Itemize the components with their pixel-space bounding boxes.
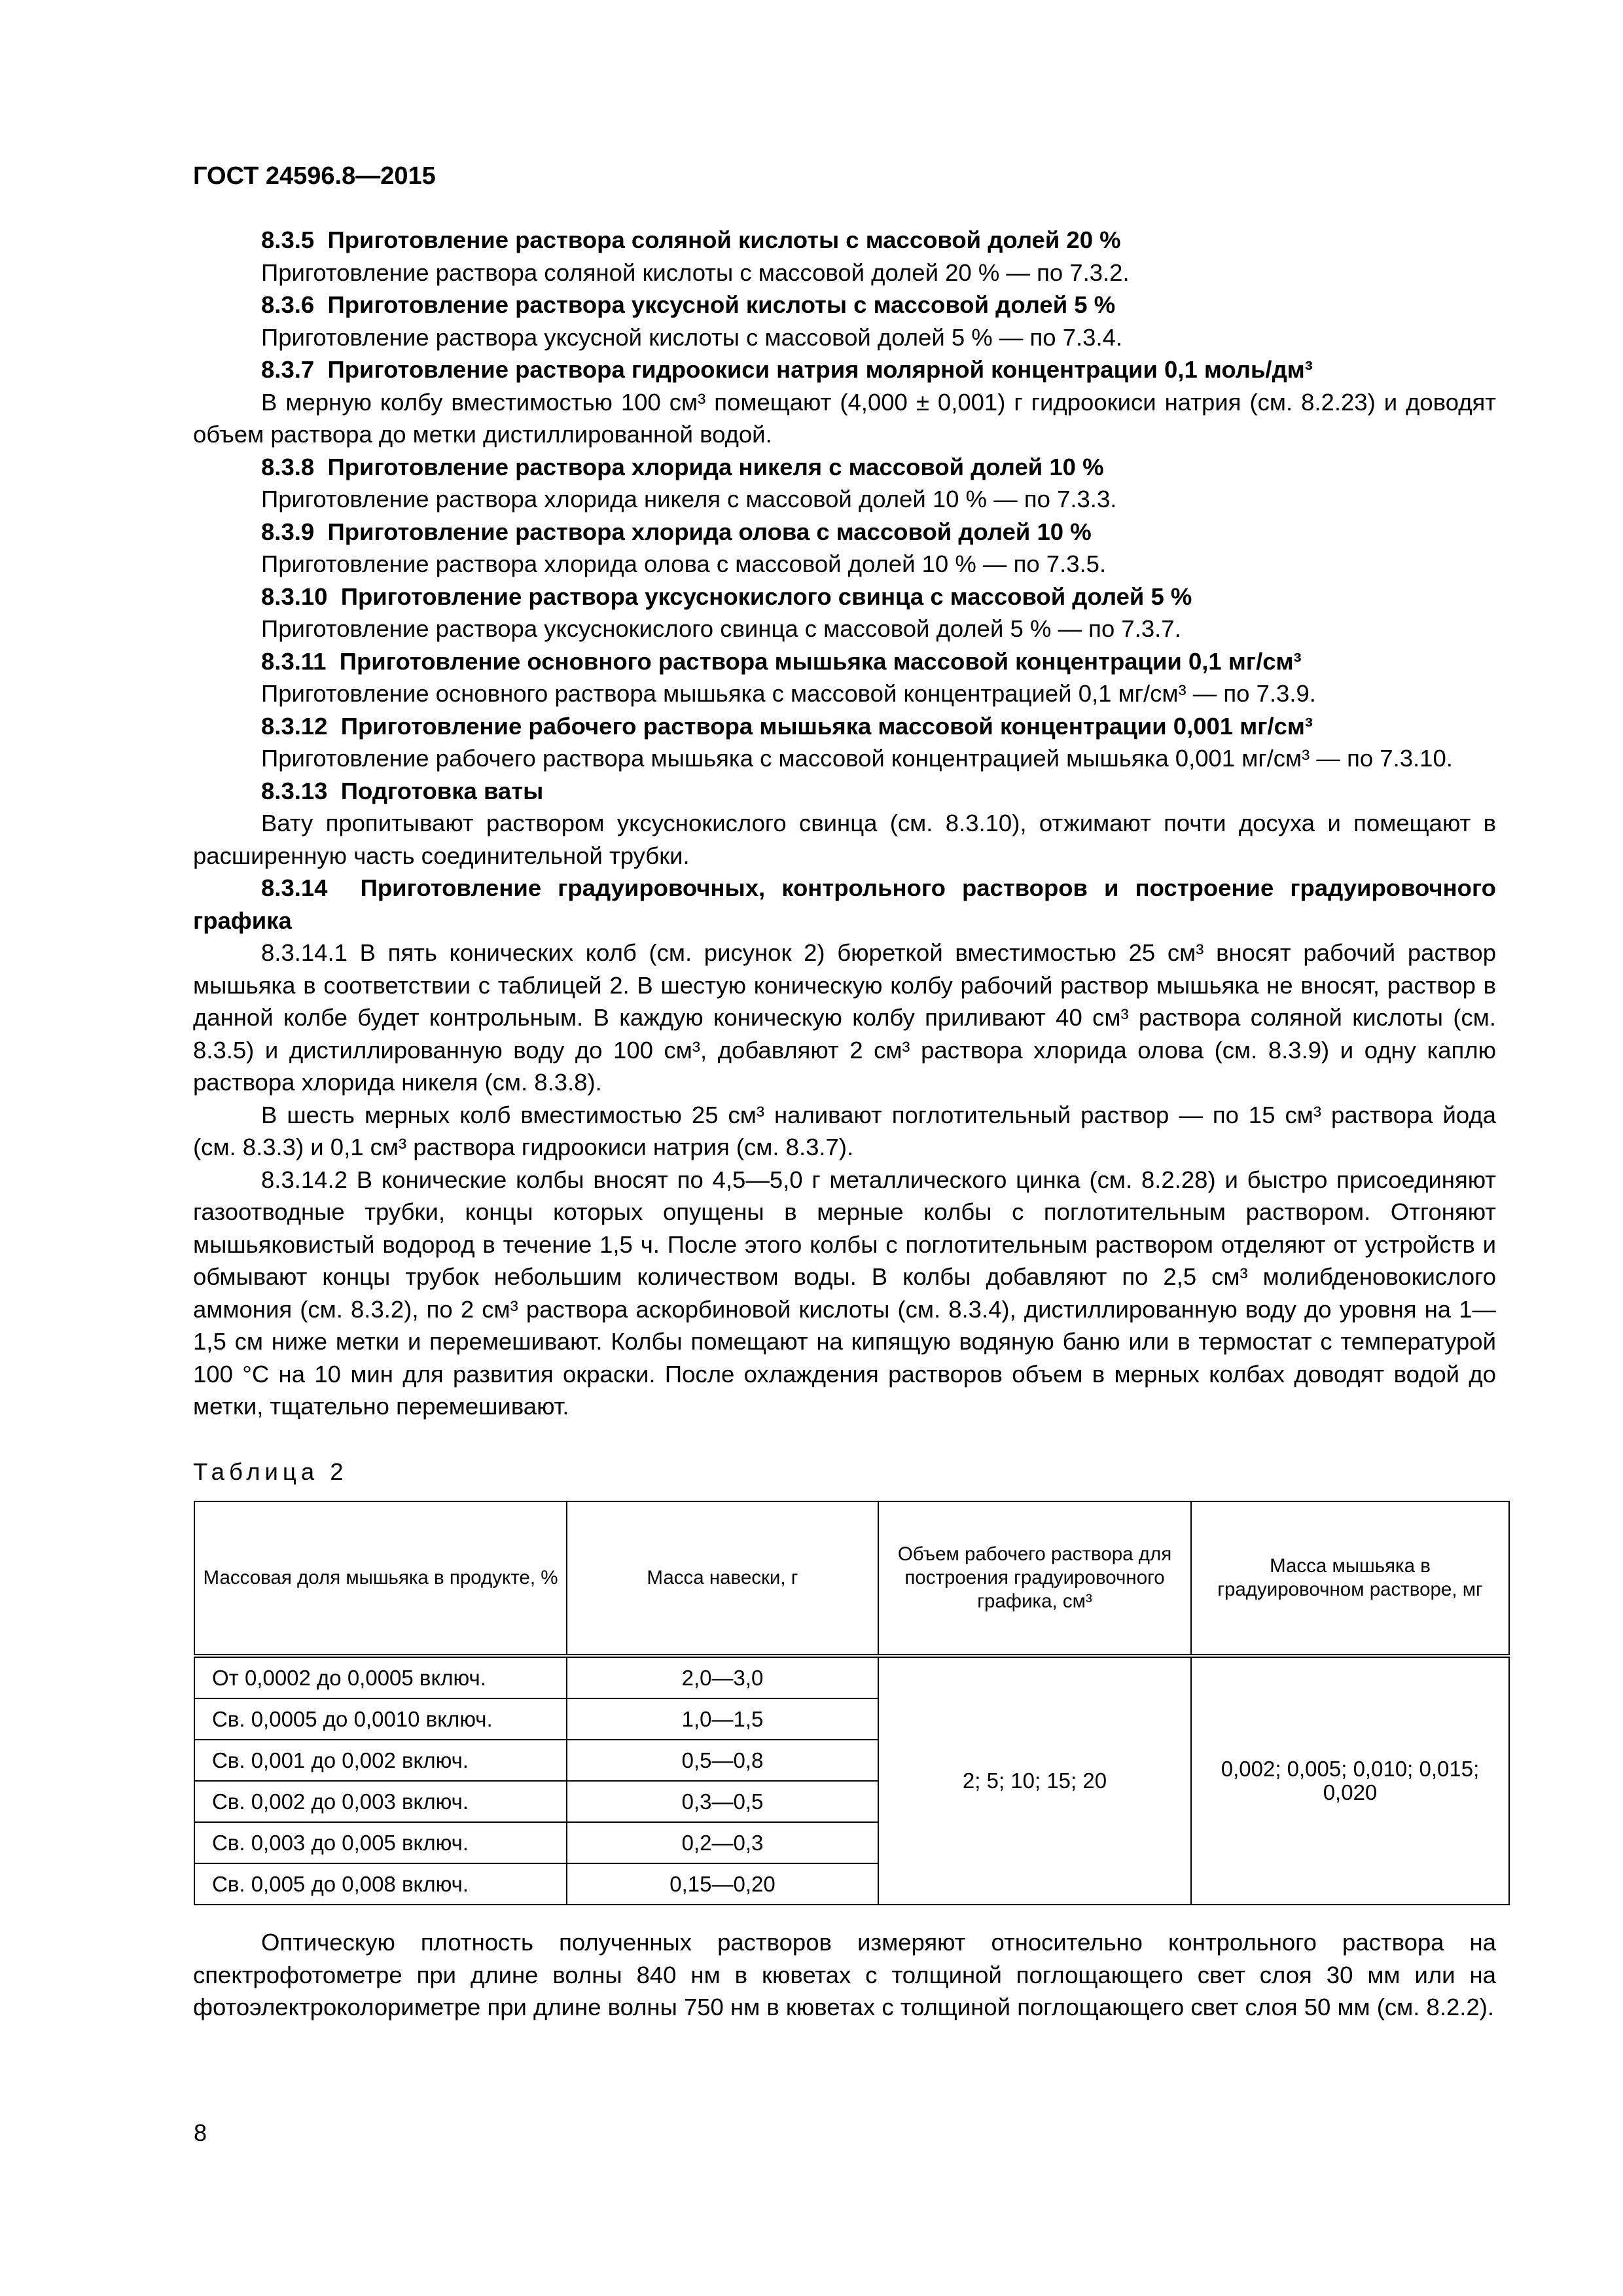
cell-mass: 1,0—1,5 [567, 1698, 878, 1740]
cell-arsenic-mass-merged: 0,002; 0,005; 0,010; 0,015; 0,020 [1191, 1656, 1509, 1905]
section-text-8-3-10: Приготовление раствора уксуснокислого свинца с массовой долей 5 % — по 7.3.7. [261, 615, 1181, 642]
section-text-8-3-6: Приготовление раствора уксусной кислоты с массовой долей 5 % — по 7.3.4. [261, 323, 1123, 351]
cell-fraction: Св. 0,002 до 0,003 включ. [194, 1781, 567, 1822]
section-heading-8-3-5: 8.3.5 Приготовление раствора соляной кислоты с массовой долей 20 % [261, 226, 1121, 253]
section-heading-8-3-12: 8.3.12 Приготовление рабочего раствора мышьяка массовой концентрации 0,001 мг/см³ [261, 712, 1313, 740]
header-arsenic-mass: Масса мышьяка в градуировочном растворе, мг [1191, 1501, 1509, 1656]
section-heading-8-3-9: 8.3.9 Приготовление раствора хлорида олова с массовой долей 10 % [261, 518, 1092, 545]
cell-mass: 2,0—3,0 [567, 1656, 878, 1698]
cell-fraction: Св. 0,001 до 0,002 включ. [194, 1740, 567, 1781]
header-sample-mass: Масса навески, г [567, 1501, 878, 1656]
section-heading-8-3-7: 8.3.7 Приготовление раствора гидроокиси натрия молярной концентрации 0,1 моль/дм³ [261, 356, 1313, 383]
cell-fraction: Св. 0,003 до 0,005 включ. [194, 1822, 567, 1863]
closing-paragraph: Оптическую плотность полученных растворов измеряют относительно контрольного раствора на спектрофотометре при длине волны 840 нм в кюветах с толщиной поглощающего свет слоя 30 мм или на фотоэлектроколориметре при длине волны 750 нм в кюветах с толщиной поглощающего свет слоя 50 мм (см. 8.2.2). [193, 1929, 1496, 2020]
section-heading-8-3-6: 8.3.6 Приготовление раствора уксусной кислоты с массовой долей 5 % [261, 291, 1116, 318]
paragraph-absorption-flasks: В шесть мерных колб вместимостью 25 см³ наливают поглотительный раствор — по 15 см³ раствора йода (см. 8.3.3) и 0,1 см³ раствора гидроокиси натрия (см. 8.3.7). [193, 1101, 1496, 1160]
section-heading-8-3-11: 8.3.11 Приготовление основного раствора мышьяка массовой концентрации 0,1 мг/см³ [261, 647, 1302, 675]
header-working-volume: Объем рабочего раствора для построения градуировочного графика, см³ [878, 1501, 1191, 1656]
cell-mass: 0,3—0,5 [567, 1781, 878, 1822]
cell-fraction: Св. 0,005 до 0,008 включ. [194, 1863, 567, 1905]
section-text-8-3-12: Приготовление рабочего раствора мышьяка с массовой концентрацией мышьяка 0,001 мг/см³ — по 7.3.10. [261, 745, 1453, 772]
paragraph-8-3-14-2: 8.3.14.2 В конические колбы вносят по 4,5—5,0 г металлического цинка (см. 8.2.28) и быстро присоединяют газоотводные трубки, концы которых опущены в мерные колбы с поглотительным раствором. Отгоняют мышьяковистый водород в течение 1,5 ч. После этого колбы с поглотительным раствором отделяют от устройств и обмывают концы трубок небольшим количеством воды. В колбы добавляют по 2,5 см³ молибденовокислого аммония (см. 8.3.2), по 2 см³ раствора аскорбиновой кислоты (см. 8.3.4), дистиллированную воду до уровня на 1—1,5 см ниже метки и перемешивают. Колбы помещают на кипящую водяную баню или в термостат с температурой 100 °С на 10 мин для развития окраски. После охлаждения растворов объем в мерных колбах доводят водой до метки, тщательно перемешивают. [193, 1166, 1496, 1420]
section-heading-8-3-14: 8.3.14 Приготовление градуировочных, контрольного растворов и построение градуировочного графика [193, 874, 1496, 934]
section-text-8-3-7: В мерную колбу вместимостью 100 см³ помещают (4,000 ± 0,001) г гидроокиси натрия (см. 8.2.23) и доводят объем раствора до метки дистиллированной водой. [193, 388, 1496, 448]
cell-mass: 0,15—0,20 [567, 1863, 878, 1905]
page-number: 8 [194, 2119, 207, 2146]
cell-mass: 0,5—0,8 [567, 1740, 878, 1781]
page-content [193, 224, 1496, 2024]
document-header: ГОСТ 24596.8—2015 [193, 162, 436, 190]
cell-fraction: От 0,0002 до 0,0005 включ. [194, 1656, 567, 1698]
table-2 [194, 1501, 1510, 1905]
section-text-8-3-8: Приготовление раствора хлорида никеля с массовой долей 10 % — по 7.3.3. [261, 486, 1117, 512]
header-fraction: Массовая доля мышьяка в продукте, % [194, 1501, 567, 1656]
cell-volume-merged: 2; 5; 10; 15; 20 [878, 1656, 1191, 1905]
paragraph-8-3-14-1: 8.3.14.1 В пять конических колб (см. рисунок 2) бюреткой вместимостью 25 см³ вносят рабочий раствор мышьяка в соответствии с таблицей 2. В шестую коническую колбу рабочий раствор мышьяка не вносят, раствор в данной колбе будет контрольным. В каждую коническую колбу приливают 40 см³ раствора соляной кислоты (см. 8.3.5) и дистиллированную воду до 100 см³, добавляют 2 см³ раствора хлорида олова (см. 8.3.9) и одну каплю раствора хлорида никеля (см. 8.3.8). [193, 939, 1496, 1096]
section-text-8-3-11: Приготовление основного раствора мышьяка с массовой концентрацией 0,1 мг/см³ — по 7.3.9. [261, 680, 1316, 707]
section-heading-8-3-13: 8.3.13 Подготовка ваты [261, 777, 544, 804]
section-text-8-3-13: Вату пропитывают раствором уксуснокислого свинца (см. 8.3.10), отжимают почти досуха и помещают в расширенную часть соединительной трубки. [193, 810, 1496, 869]
table-row [194, 1656, 1509, 1698]
section-heading-8-3-10: 8.3.10 Приготовление раствора уксуснокислого свинца с массовой долей 5 % [261, 583, 1192, 610]
cell-mass: 0,2—0,3 [567, 1822, 878, 1863]
section-text-8-3-5: Приготовление раствора соляной кислоты с массовой долей 20 % — по 7.3.2. [261, 259, 1130, 286]
table-caption: Таблица 2 [193, 1458, 348, 1485]
section-heading-8-3-8: 8.3.8 Приготовление раствора хлорида никеля с массовой долей 10 % [261, 453, 1104, 480]
table-header-row [194, 1501, 1509, 1656]
cell-fraction: Св. 0,0005 до 0,0010 включ. [194, 1698, 567, 1740]
section-text-8-3-9: Приготовление раствора хлорида олова с массовой долей 10 % — по 7.3.5. [261, 550, 1107, 577]
